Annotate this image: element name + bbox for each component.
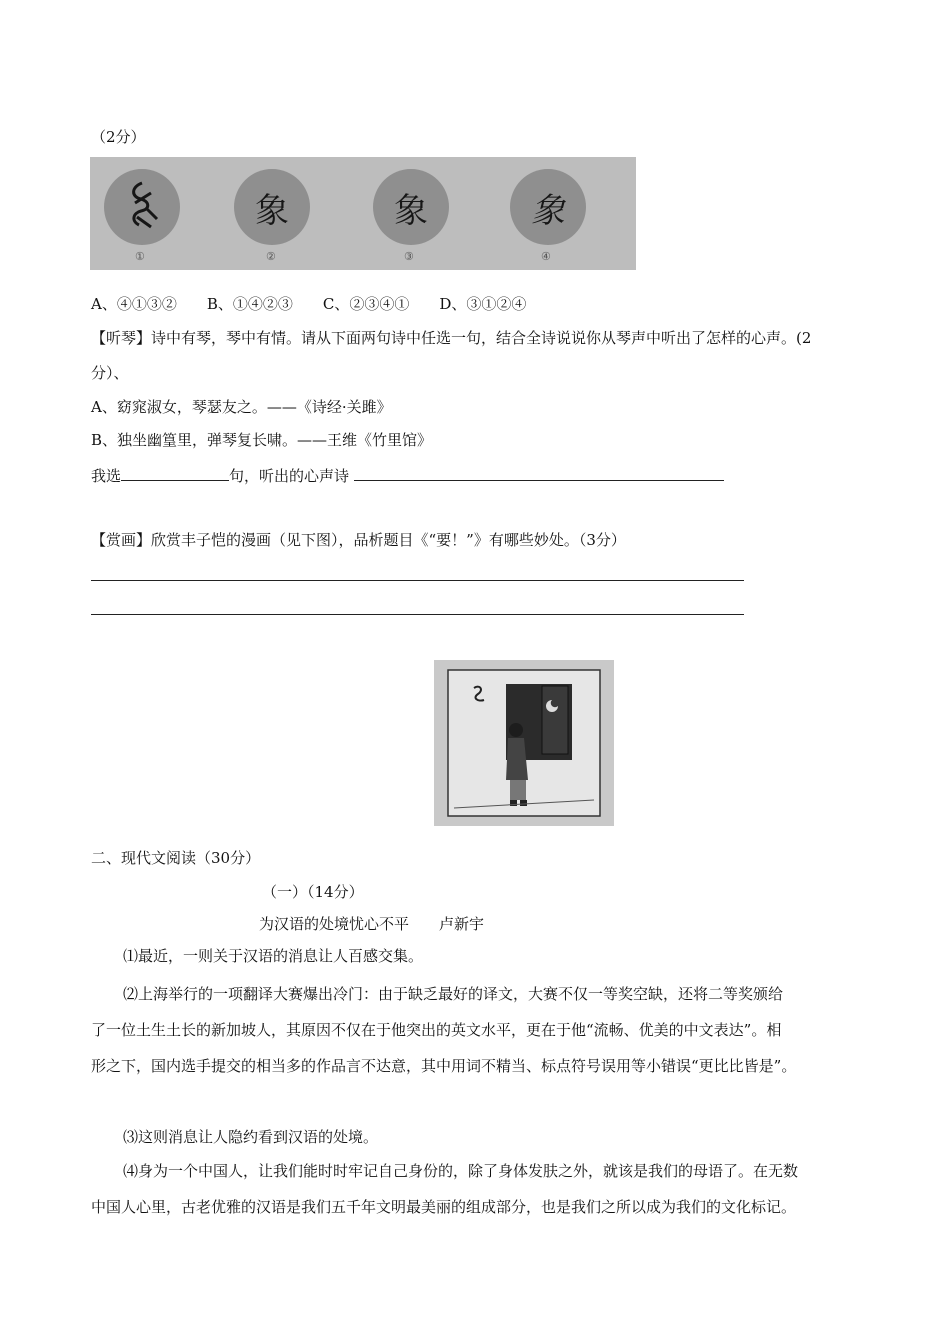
seal-2: 象 bbox=[234, 169, 310, 245]
tingqin-option-a: A、窈窕淑女，琴瑟友之。——《诗经·关雎》 bbox=[91, 398, 392, 416]
paragraph-2-line2: 了一位土生土长的新加坡人，其原因不仅在于他突出的英文水平，更在于他“流畅、优美的中文表达”。相 bbox=[91, 1021, 782, 1039]
article-title: 为汉语的处境忧心不平 卢新宇 bbox=[259, 915, 485, 933]
answer-rule-2[interactable] bbox=[91, 614, 744, 615]
feng-zikai-cartoon bbox=[434, 660, 614, 826]
choice-blank[interactable] bbox=[121, 464, 229, 481]
paragraph-2-line1: ⑵上海举行的一项翻译大赛爆出冷门：由于缺乏最好的译文，大赛不仅一等奖空缺，还将二等奖颁给 bbox=[123, 985, 784, 1003]
paragraph-3: ⑶这则消息让人隐约看到汉语的处境。 bbox=[123, 1128, 379, 1146]
answer-rule-1[interactable] bbox=[91, 580, 744, 581]
answer-middle: 句，听出的心声诗 bbox=[229, 467, 350, 485]
seal-image-strip bbox=[90, 157, 636, 270]
paragraph-4-line2: 中国人心里，古老优雅的汉语是我们五千年文明最美丽的组成部分，也是我们之所以成为我们的文化标记。 bbox=[91, 1198, 797, 1216]
paragraph-2-line3: 形之下，国内选手提交的相当多的作品言不达意，其中用词不精当、标点符号误用等小错误“更比比皆是”。 bbox=[91, 1057, 797, 1075]
answer-prefix: 我选 bbox=[91, 467, 122, 485]
shanghua-question: 【赏画】欣赏丰子恺的漫画（见下图），品析题目《“要！”》有哪些妙处。（3分） bbox=[91, 531, 626, 549]
question-score: （2分） bbox=[91, 128, 146, 146]
seal-1 bbox=[104, 169, 180, 245]
section-one-sub: （一）（14分） bbox=[262, 883, 364, 901]
seal-number-4: ④ bbox=[541, 250, 551, 263]
seal-1-glyph-icon bbox=[117, 179, 167, 235]
tingqin-question-line2: 分）、 bbox=[91, 364, 129, 382]
paragraph-4-line1: ⑷身为一个中国人，让我们能时时牢记自己身份的，除了身体发肤之外，就该是我们的母语了。在无数 bbox=[123, 1162, 799, 1180]
seal-3: 象 bbox=[373, 169, 449, 245]
seal-number-2: ② bbox=[266, 250, 276, 263]
seal-4: 象 bbox=[510, 169, 586, 245]
tingqin-question-line1: 【听琴】诗中有琴，琴中有情。请从下面两句诗中任选一句，结合全诗说说你从琴声中听出了怎样的心声。(2 bbox=[91, 329, 812, 347]
options-line: A、④①③② B、①④②③ C、②③④① D、③①②④ bbox=[91, 295, 527, 313]
seal-number-1: ① bbox=[135, 250, 145, 263]
tingqin-answer-line bbox=[91, 464, 724, 486]
seal-number-3: ③ bbox=[404, 250, 414, 263]
paragraph-1: ⑴最近，一则关于汉语的消息让人百感交集。 bbox=[123, 947, 424, 965]
voice-blank[interactable] bbox=[354, 464, 724, 481]
section-two-title: 二、现代文阅读（30分） bbox=[91, 849, 261, 867]
tingqin-option-b: B、独坐幽篁里，弹琴复长啸。——王维《竹里馆》 bbox=[91, 431, 433, 449]
cartoon-drawing-icon bbox=[434, 660, 614, 826]
